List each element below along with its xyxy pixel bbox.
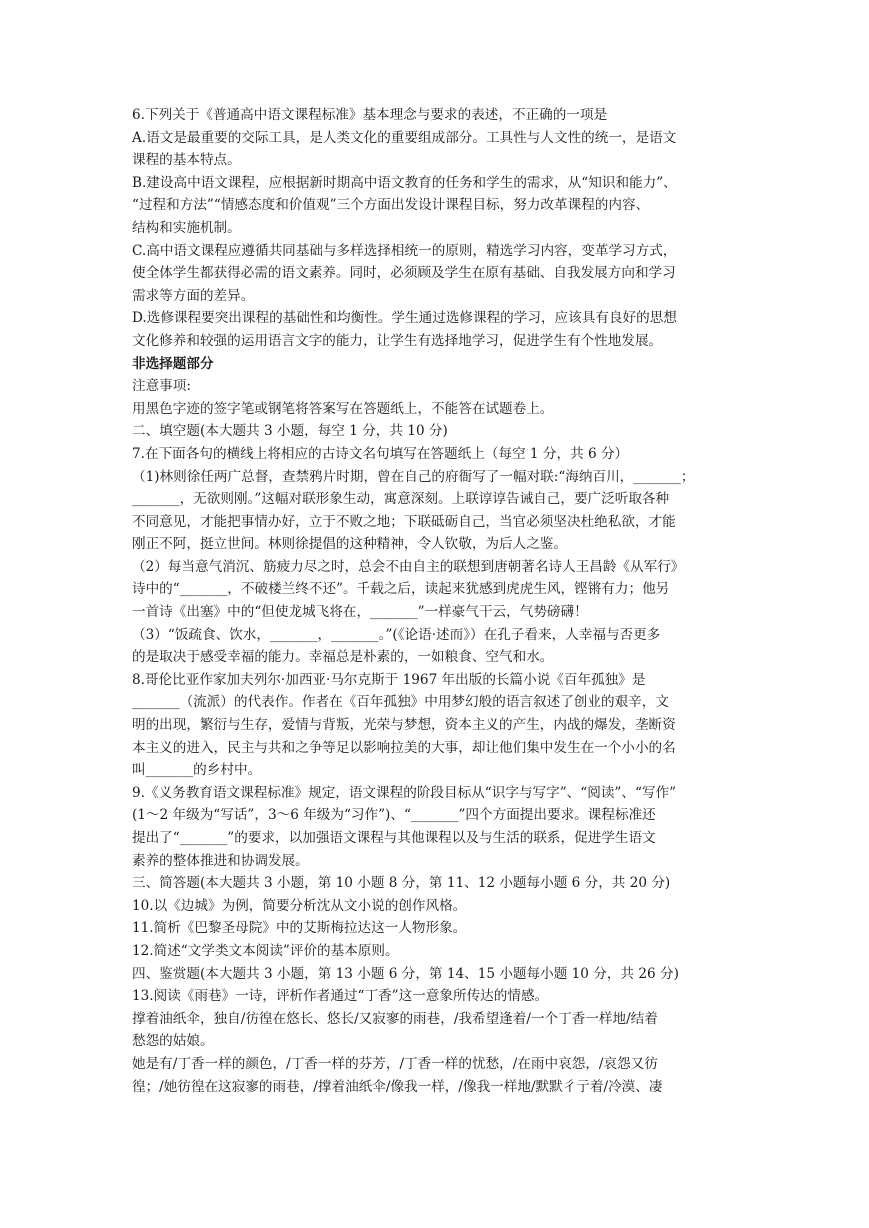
document-page [132,104,740,1098]
text-line: 徨；/她彷徨在这寂寥的雨巷，/撑着油纸伞/像我一样，/像我一样地/默默彳亍着/冷漠、凄 [132,1078,663,1095]
text-line: A.语文是最重要的交际工具，是人类文化的重要组成部分。工具性与人文性的统一，是语文 [132,129,677,146]
paragraph [132,940,740,963]
text-line: 本主义的进入，民主与共和之争等足以影响拉美的大事，却让他们集中发生在一个小小的名 [132,739,676,756]
text-line: 7.在下面各句的横线上将相应的古诗文名句填写在答题纸上（每空 1 分，共 6 分） [132,445,629,462]
text-line: 10.以《边城》为例，简要分析沈从文小说的创作风格。 [132,897,467,914]
paragraph [132,782,740,872]
text-line: 诗中的“_______，不破楼兰终不还”。千载之后，读起来犹感到虎虎生风，铿锵有力；他另 [132,581,670,598]
text-line: 课程的基本特点。 [132,152,241,169]
text-line: 13.阅读《雨巷》一诗，评析作者通过“丁香”这一意象所传达的情感。 [132,988,549,1005]
text-line: 非选择题部分 [132,355,214,372]
text-line: 9.《义务教育语文课程标准》规定，语文课程的阶段目标从“识字与写字”、“阅读”、“写作” [132,784,677,801]
paragraph [132,127,740,172]
text-line: _______，无欲则刚。”这幅对联形象生动，寓意深刻。上联谆谆告诫自己，要广泛听取各种 [132,491,670,508]
text-line: 使全体学生都获得必需的语文素养。同时，必须顾及学生在原有基础、自我发展方向和学习 [132,265,676,282]
paragraph [132,443,740,466]
paragraph [132,985,740,1008]
text-line: (1～2 年级为“写话”，3～6 年级为“习作”)、“_______”四个方面提出要求。课程标准还 [132,807,656,824]
paragraph [132,398,740,421]
paragraph [132,307,740,352]
text-line: 二、填空题(本大题共 3 小题，每空 1 分，共 10 分) [132,423,448,440]
text-line: 用黑色字迹的签字笔或钢笔将答案写在答题纸上，不能答在试题卷上。 [132,400,554,417]
paragraph [132,240,740,308]
text-line: 11.简析《巴黎圣母院》中的艾斯梅拉达这一人物形象。 [132,920,467,937]
paragraph [132,963,740,986]
paragraph [132,1053,740,1098]
text-line: D.选修课程要突出课程的基础性和均衡性。学生通过选修课程的学习，应该具有良好的思想 [132,310,677,327]
text-line: 的是取决于感受幸福的能力。幸福总是朴素的，一如粮食、空气和水。 [132,649,554,666]
paragraph [132,669,740,782]
text-line: 叫_______的乡村中。 [132,762,262,779]
text-line: 四、鉴赏题(本大题共 3 小题，第 13 小题 6 分，第 14、15 小题每小题 10 分，共 26 分) [132,965,679,982]
text-line: 12.简述“文学类文本阅读”评价的基本原则。 [132,942,399,959]
text-line: 注意事项: [132,378,191,395]
text-line: 提出了“_______”的要求，以加强语文课程与其他课程以及与生活的联系，促进学生语文 [132,830,656,846]
text-line: “过程和方法”“情感态度和价值观”三个方面出发设计课程目标，努力改革课程的内容、 [132,197,650,214]
paragraph [132,917,740,940]
text-line: 6.下列关于《普通高中语文课程标准》基本理念与要求的表述，不正确的一项是 [132,107,608,123]
text-line: 刚正不阿，挺立世间。林则徐提倡的这种精神，令人钦敬，为后人之鉴。 [132,536,567,553]
paragraph [132,1008,740,1053]
paragraph [132,375,740,398]
text-line: （1)林则徐任两广总督，查禁鸦片时期，曾在自己的府衙写了一幅对联:“海纳百川，_______； [132,468,695,485]
paragraph [132,895,740,918]
text-line: 一首诗《出塞》中的“但使龙城飞将在，_______”一样豪气干云，气势磅礴！ [132,604,588,621]
text-line: （2）每当意气消沉、筋疲力尽之时，总会不由自主的联想到唐朝著名诗人王昌龄《从军行》 [132,558,685,575]
text-line: 结构和实施机制。 [132,219,241,236]
paragraph [132,624,740,669]
paragraph [132,104,740,127]
text-line: 素养的整体推进和协调发展。 [132,852,309,869]
text-line: _______（流派）的代表作。作者在《百年孤独》中用梦幻般的语言叙述了创业的艰辛，文 [132,694,669,711]
text-line: 不同意见，才能把事情办好，立于不败之地；下联砥砺自己，当官必须坚决杜绝私欲，才能 [132,513,676,530]
paragraph [132,466,740,556]
paragraph [132,556,740,624]
text-line: 8.哥伦比亚作家加夫列尔·加西亚·马尔克斯于 1967 年出版的长篇小说《百年孤独》是 [132,671,646,688]
paragraph [132,420,740,443]
text-line: （3）“饭疏食、饮水，_______，_______。”(《论语·述而》）在孔子看来，人幸福与否更多 [132,626,661,643]
text-line: C.高中语文课程应遵循共同基础与多样选择相统一的原则，精选学习内容，变革学习方式， [132,242,677,259]
text-line: 撑着油纸伞，独自/彷徨在悠长、悠长/又寂寥的雨巷，/我希望逢着/一个丁香一样地/结着 [132,1010,658,1027]
text-line: 文化修养和较强的运用语言文字的能力，让学生有选择地学习，促进学生有个性地发展。 [132,332,663,349]
text-line: 愁怨的姑娘。 [132,1033,214,1050]
paragraph [132,872,740,895]
text-line: 她是有/丁香一样的颜色，/丁香一样的芬芳，/丁香一样的忧愁，/在雨中哀怨，/哀怨又彷 [132,1055,658,1072]
paragraph [132,172,740,240]
text-line: 需求等方面的差异。 [132,287,255,304]
text-line: 明的出现，繁衍与生存，爱情与背叛，光荣与梦想，资本主义的产生，内战的爆发，垄断资 [132,717,676,734]
section-heading [132,353,740,376]
text-line: B.建设高中语文课程，应根据新时期高中语文教育的任务和学生的需求，从“知识和能力”、 [132,174,677,191]
text-line: 三、简答题(本大题共 3 小题，第 10 小题 8 分，第 11、12 小题每小题 6 分，共 20 分) [132,875,671,892]
